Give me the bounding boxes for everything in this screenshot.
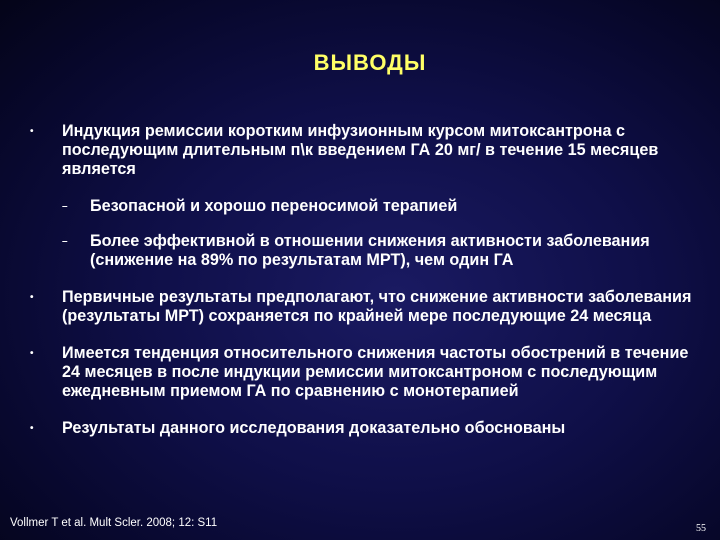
bullet-marker: • (30, 126, 34, 137)
sub-item (62, 197, 698, 216)
bullet-text: Индукция ремиссии коротким инфузионным курсом митоксантрона с последующим длительным п\к введением ГА 20 мг/ в течение 15 месяцев является (62, 122, 659, 178)
bullet-marker: • (30, 292, 34, 303)
bullet-item (30, 344, 698, 401)
citation: Vollmer T et al. Mult Scler. 2008; 12: S11 (10, 517, 218, 529)
sub-item-text: Безопасной и хорошо переносимой терапией (90, 197, 458, 215)
bullet-item (30, 122, 698, 270)
bullet-text: Результаты данного исследования доказательно обоснованы (62, 419, 566, 437)
sub-marker: – (62, 236, 68, 247)
bullet-item (30, 288, 698, 326)
bullet-text: Первичные результаты предполагают, что снижение активности заболевания (результаты МРТ) сохраняется по крайней мере последующие 24 месяца (62, 288, 692, 325)
sub-marker: – (62, 201, 68, 212)
bullet-text: Имеется тенденция относительного снижения частоты обострений в течение 24 месяцев в после индукции ремиссии митоксантроном с последующим ежедневным приемом ГА по сравнению с монотерапией (62, 344, 689, 400)
bullet-list (30, 122, 698, 456)
sub-item (62, 232, 698, 270)
sub-list (62, 197, 698, 270)
sub-item-text: Более эффективной в отношении снижения активности заболевания (снижение на 89% по результатам МРТ), чем один ГА (90, 232, 650, 269)
bullet-item (30, 419, 698, 438)
bullet-marker: • (30, 423, 34, 434)
slide-title: ВЫВОДЫ (313, 50, 427, 75)
page-number: 55 (696, 523, 706, 534)
bullet-marker: • (30, 348, 34, 359)
